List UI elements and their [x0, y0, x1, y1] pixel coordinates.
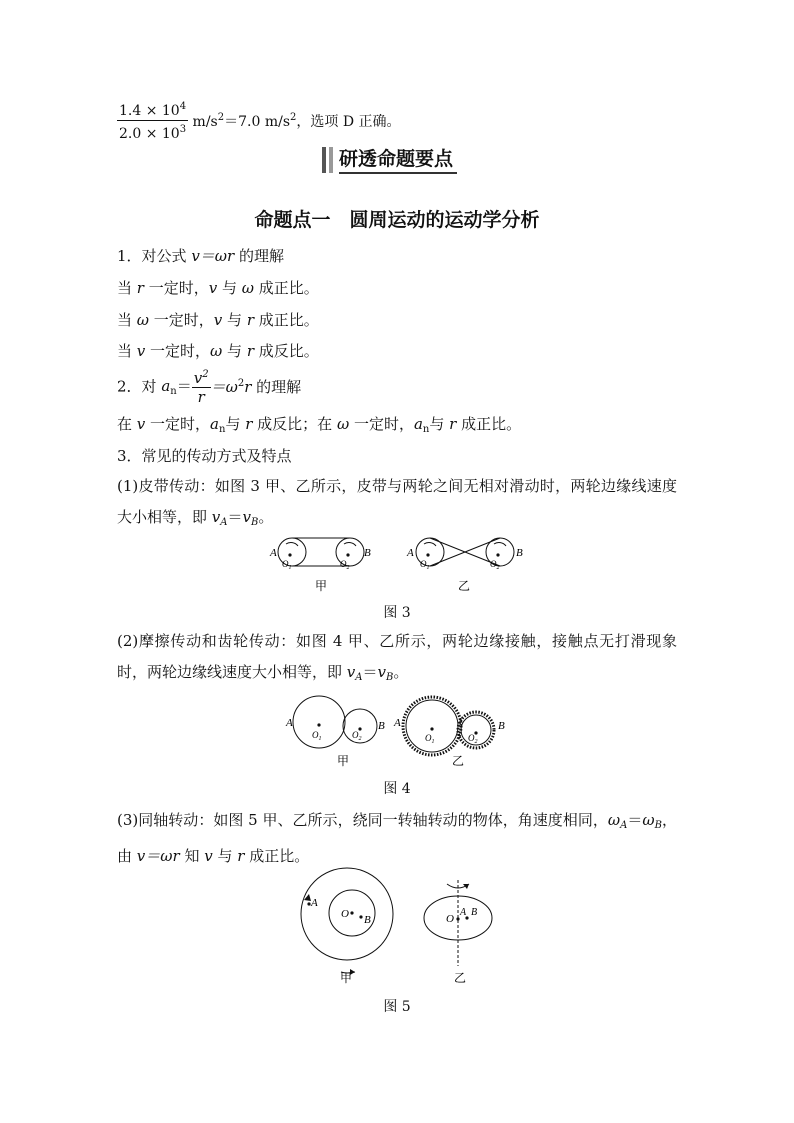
section-banner	[322, 146, 457, 174]
belt-drive-yi	[416, 538, 514, 566]
paragraph-friction: (2)摩擦传动和齿轮传动：如图 4 甲、乙所示，两轮边缘接触，接触点无打滑现象时，两轮边缘线速度大小相等，即 $v_A=v_B$。	[117, 632, 677, 683]
section-banner-text: 研透命题要点	[339, 146, 457, 174]
svg-text:A: A	[460, 907, 467, 918]
item1-line: 当 r 一定时，v 与 ω 成正比。	[117, 279, 319, 297]
item1-line: 当 v 一定时，ω 与 r 成反比。	[117, 342, 319, 360]
paragraph-belt: (1)皮带传动：如图 3 甲、乙所示，皮带与两轮之间无相对滑动时，两轮边缘线速度大小相等，即 $v_A=v_B$。	[117, 477, 677, 528]
svg-text:乙: 乙	[454, 971, 467, 985]
friction-drive-jia	[293, 696, 377, 748]
top-formula: $\frac{1.4 \times 10^4}{2.0 \times 10^3}$ $m/s^2=7.0$ $m/s^2$，选项 D 正确。	[117, 98, 401, 143]
svg-text:A: A	[311, 897, 318, 909]
svg-text:B: B	[364, 547, 371, 559]
figure-3-caption: 图 3	[383, 605, 411, 621]
svg-text:A: A	[270, 547, 277, 559]
svg-text:A: A	[286, 717, 293, 729]
gear-drive-yi	[403, 697, 494, 755]
svg-text:A: A	[407, 547, 414, 559]
svg-text:O: O	[341, 908, 349, 920]
svg-text:甲: 甲	[340, 971, 353, 985]
svg-text:O1: $O_1$	[312, 730, 322, 742]
fraction: $\frac{1.4 \times 10^4}{2.0 \times 10^3}$	[117, 98, 188, 143]
item2-title: 2．对 $a_n=$ $\frac{v^2}{r}$ $=\omega^2r$ 的理解	[117, 366, 301, 406]
svg-text:O2: $O_2$	[352, 730, 362, 742]
item1-title: 1．对公式 v＝ωr 的理解	[117, 247, 284, 265]
figure-5-caption: 图 5	[383, 999, 411, 1015]
svg-text:B: B	[378, 720, 385, 732]
coaxial-jia	[301, 868, 393, 973]
svg-text:O: O	[446, 913, 454, 925]
item3-title: 3．常见的传动方式及特点	[117, 447, 292, 465]
svg-text:A: A	[394, 717, 401, 729]
svg-text:甲: 甲	[315, 579, 328, 593]
figure-4-diagram	[282, 693, 522, 771]
item2-line: 在 v 一定时，$a_n$与 r 成反比；在 ω 一定时，$a_n$与 r 成正比。	[117, 415, 522, 435]
svg-text:B: B	[364, 914, 371, 926]
figure-4-caption: 图 4	[383, 781, 411, 797]
svg-text:O1: $O_1$	[425, 733, 435, 745]
belt-drive-jia	[278, 538, 364, 566]
coaxial-yi	[424, 880, 492, 966]
paragraph-coaxial: (3)同轴转动：如图 5 甲、乙所示，绕同一转轴转动的物体，角速度相同，$\omega_A=\omega_B$，由 v＝ωr 知 v 与 r 成正比。	[117, 811, 677, 865]
svg-text:甲: 甲	[337, 754, 350, 768]
page-title: 命题点一 圆周运动的运动学分析	[254, 209, 540, 231]
svg-text:O2: $O_2$	[490, 559, 500, 571]
figure-3-diagram	[260, 534, 540, 594]
svg-text:乙: 乙	[452, 754, 465, 768]
svg-text:O2: $O_2$	[340, 559, 350, 571]
svg-text:B: B	[498, 720, 505, 732]
svg-text:O1: $O_1$	[420, 559, 430, 571]
svg-text:O1: $O_1$	[282, 559, 292, 571]
item1-line: 当 ω 一定时，v 与 r 成正比。	[117, 311, 319, 329]
svg-text:B: B	[516, 547, 523, 559]
svg-text:乙: 乙	[458, 579, 471, 593]
svg-text:B: B	[471, 907, 478, 918]
figure-5-diagram	[295, 866, 515, 988]
svg-text:O2: $O_2$	[468, 733, 478, 745]
